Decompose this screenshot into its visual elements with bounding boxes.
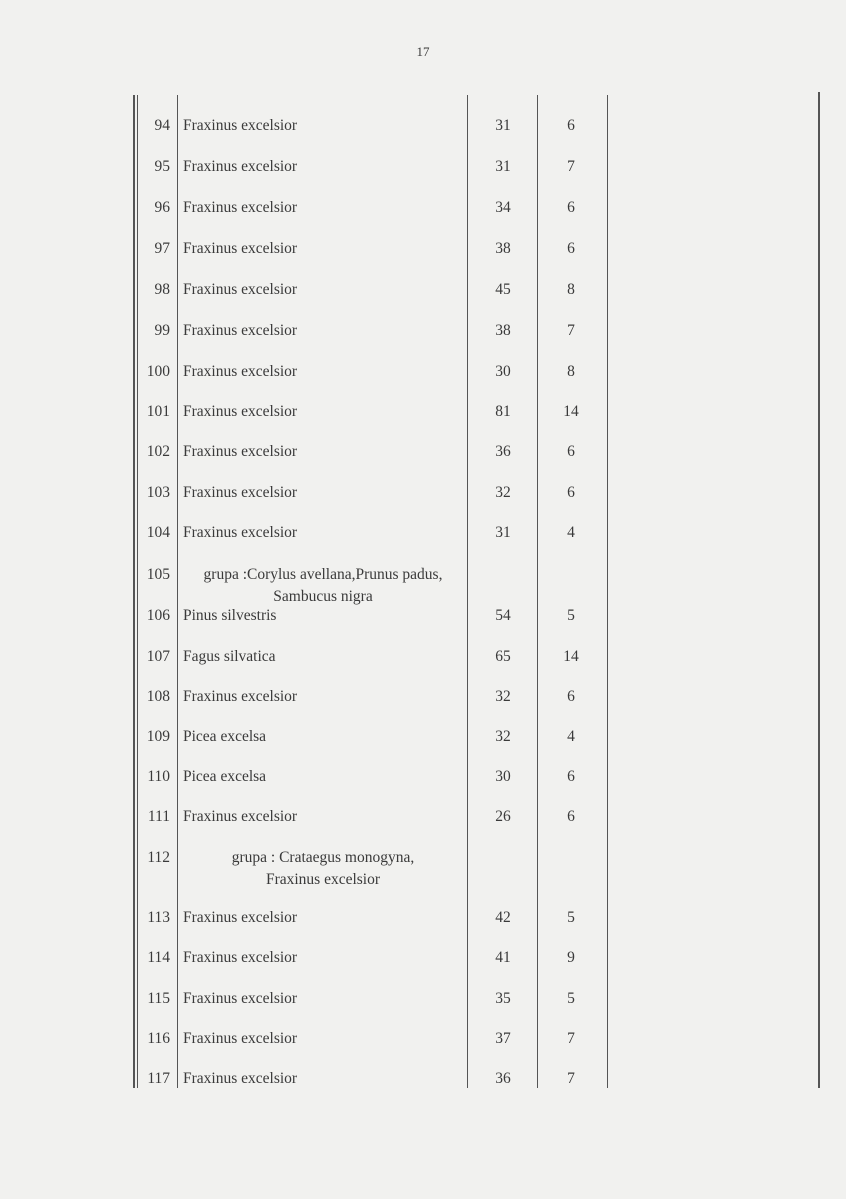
species-name: Fraxinus excelsior [183, 524, 298, 541]
value-column-1: 37 [495, 1030, 511, 1047]
value-column-2: 8 [567, 363, 575, 380]
species-name: Fraxinus excelsior [183, 281, 298, 298]
row-number: 110 [147, 768, 170, 785]
species-name: Fagus silvatica [183, 648, 276, 665]
value-column-1: 36 [495, 443, 511, 460]
column-divider [177, 95, 178, 1088]
value-column-1: 45 [495, 281, 511, 298]
species-name: Picea excelsa [183, 768, 267, 785]
row-number: 96 [154, 199, 170, 216]
value-column-1: 30 [495, 768, 511, 785]
row-number: 115 [147, 990, 170, 1007]
value-column-1: 31 [495, 158, 511, 175]
species-name: Fraxinus excelsior [183, 1070, 298, 1087]
value-column-2: 6 [567, 443, 575, 460]
species-name: grupa : Crataegus monogyna, [231, 849, 415, 866]
species-name: Fraxinus excelsior [183, 688, 298, 705]
value-column-1: 34 [495, 199, 511, 216]
species-name: Fraxinus excelsior [183, 363, 298, 380]
row-number: 117 [147, 1070, 170, 1087]
value-column-2: 5 [567, 990, 575, 1007]
value-column-1: 42 [495, 909, 511, 926]
value-column-2: 6 [567, 240, 575, 257]
species-name: Fraxinus excelsior [183, 909, 298, 926]
species-name: Fraxinus excelsior [183, 158, 298, 175]
species-name-continued: Sambucus nigra [273, 588, 373, 605]
value-column-2: 7 [567, 322, 575, 339]
row-number: 108 [146, 688, 170, 705]
row-number: 99 [154, 322, 170, 339]
value-column-1: 65 [495, 648, 511, 665]
value-column-1: 31 [495, 117, 511, 134]
value-column-2: 6 [567, 808, 575, 825]
value-column-2: 5 [567, 909, 575, 926]
value-column-2: 8 [567, 281, 575, 298]
species-name: Fraxinus excelsior [183, 117, 298, 134]
value-column-2: 14 [563, 648, 579, 665]
row-number: 106 [146, 607, 170, 624]
species-name: Fraxinus excelsior [183, 990, 298, 1007]
species-name: Picea excelsa [183, 728, 267, 745]
value-column-1: 31 [495, 524, 511, 541]
row-number: 105 [146, 566, 170, 583]
row-number: 111 [147, 808, 170, 825]
species-name: Fraxinus excelsior [183, 808, 298, 825]
value-column-2: 14 [563, 403, 579, 420]
value-column-2: 9 [567, 949, 575, 966]
value-column-1: 32 [495, 484, 511, 501]
column-divider [607, 95, 608, 1088]
value-column-2: 7 [567, 158, 575, 175]
row-number: 114 [147, 949, 170, 966]
value-column-2: 4 [567, 524, 575, 541]
species-name: Fraxinus excelsior [183, 484, 298, 501]
species-name: Fraxinus excelsior [183, 403, 298, 420]
row-number: 102 [146, 443, 170, 460]
row-number: 101 [146, 403, 170, 420]
value-column-2: 7 [567, 1030, 575, 1047]
value-column-2: 4 [567, 728, 575, 745]
species-name: Pinus silvestris [183, 607, 277, 624]
row-number: 113 [147, 909, 170, 926]
value-column-2: 5 [567, 607, 575, 624]
row-number: 104 [146, 524, 170, 541]
row-number: 109 [146, 728, 170, 745]
species-name: Fraxinus excelsior [183, 443, 298, 460]
value-column-1: 38 [495, 322, 511, 339]
row-number: 97 [154, 240, 170, 257]
row-number: 98 [154, 281, 170, 298]
value-column-2: 6 [567, 768, 575, 785]
value-column-1: 35 [495, 990, 511, 1007]
species-name: Fraxinus excelsior [183, 949, 298, 966]
row-number: 95 [154, 158, 170, 175]
value-column-1: 30 [495, 363, 511, 380]
value-column-1: 32 [495, 728, 511, 745]
value-column-1: 81 [495, 403, 511, 420]
value-column-1: 36 [495, 1070, 511, 1087]
row-number: 103 [146, 484, 170, 501]
row-number: 107 [146, 648, 170, 665]
value-column-1: 38 [495, 240, 511, 257]
species-name: Fraxinus excelsior [183, 199, 298, 216]
value-column-2: 6 [567, 688, 575, 705]
species-name: Fraxinus excelsior [183, 322, 298, 339]
value-column-1: 41 [495, 949, 511, 966]
row-number: 94 [154, 117, 170, 134]
column-divider [467, 95, 468, 1088]
row-number: 112 [147, 849, 170, 866]
row-number: 116 [147, 1030, 170, 1047]
species-name-continued: Fraxinus excelsior [265, 871, 381, 888]
value-column-2: 7 [567, 1070, 575, 1087]
value-column-2: 6 [567, 117, 575, 134]
value-column-1: 32 [495, 688, 511, 705]
table-right-border [818, 92, 820, 1088]
row-number: 100 [146, 363, 170, 380]
species-name: grupa :Corylus avellana,Prunus padus, [203, 566, 443, 583]
value-column-1: 54 [495, 607, 511, 624]
page-number: 17 [416, 44, 430, 59]
species-name: Fraxinus excelsior [183, 240, 298, 257]
value-column-1: 26 [495, 808, 511, 825]
value-column-2: 6 [567, 484, 575, 501]
value-column-2: 6 [567, 199, 575, 216]
species-name: Fraxinus excelsior [183, 1030, 298, 1047]
